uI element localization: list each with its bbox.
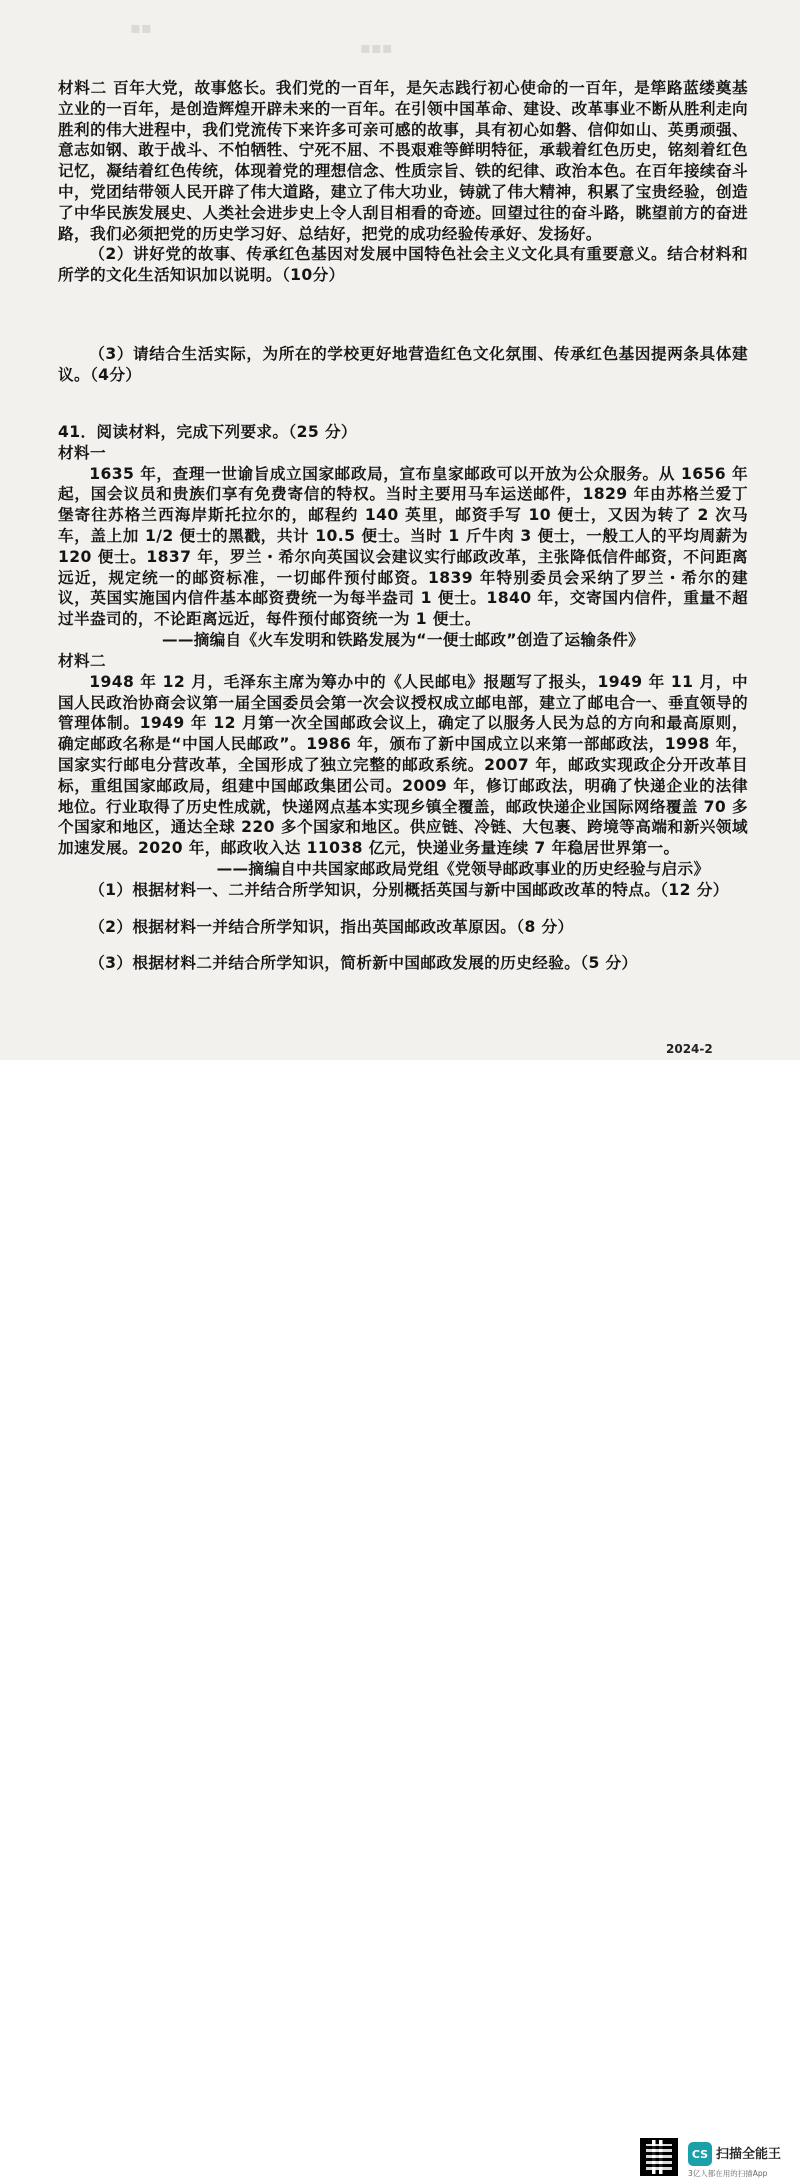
scanner-footer bbox=[0, 1060, 800, 2178]
scanner-app-slogan: 3亿人都在用的扫描App bbox=[688, 2169, 768, 2178]
answer-space bbox=[58, 286, 748, 344]
material2-intro-paragraph bbox=[58, 78, 748, 244]
page-number: 2024-2 bbox=[666, 1042, 713, 1056]
document-content bbox=[58, 78, 748, 974]
answer-space bbox=[58, 937, 748, 953]
answer-space bbox=[58, 901, 748, 917]
question-41-3: （3）根据材料二并结合所学知识，简析新中国邮政发展的历史经验。（5 分） bbox=[89, 954, 638, 973]
material2-source: ——摘编自中共国家邮政局党组《党领导邮政事业的历史经验与启示》 bbox=[216, 859, 710, 878]
material1-source: ——摘编自《火车发明和铁路发展为“一便士邮政”创造了运输条件》 bbox=[161, 630, 645, 649]
question-40-3: （3）请结合生活实际，为所在的学校更好地营造红色文化氛围、传承红色基因提两条具体建议。（4分） bbox=[58, 344, 748, 384]
answer-space bbox=[58, 386, 748, 422]
material1-text: 1635 年，查理一世谕旨成立国家邮政局，宣布皇家邮政可以开放为公众服务。从 1656 年起，国会议员和贵族们享有免费寄信的特权。当时主要用马车运送邮件，1829 年由苏格兰爱丁堡寄往苏格兰西海岸斯托拉尔的，邮程约 140 英里，邮资手写 10 便士，又因为转了 2 次马车，盖上加 1/2 便士的黑戳，共计 10.5 便士。当时 1 斤牛肉 3 便士，一般工人的平均周薪为 120 便士。1837 年，罗兰・希尔向英国议会建议实行邮政改革，主张降低信件邮资，不问距离远近，规定统一的邮资标准，一切邮件预付邮资。1839 年特别委员会采纳了罗兰・希尔的建议，英国实施国内信件基本邮资费统一为每半盎司 1 便士。1840 年，交寄国内信件，重量不超过半盎司的，不论距离远近，每件预付邮资统一为 1 便士。 bbox=[58, 464, 748, 629]
scanner-app-name: 扫描全能王 bbox=[716, 2147, 782, 2162]
question-41-2: （2）根据材料一并结合所学知识，指出英国邮政改革原因。（8 分） bbox=[89, 917, 574, 936]
question-40-2: （2）讲好党的故事、传承红色基因对发展中国特色社会主义文化具有重要意义。结合材料和所学的文化生活知识加以说明。（10分） bbox=[58, 245, 748, 285]
qr-code-icon[interactable] bbox=[640, 2138, 678, 2176]
question-41-heading: 41．阅读材料，完成下列要求。（25 分） bbox=[58, 422, 357, 441]
camscanner-logo-icon: CS bbox=[688, 2142, 712, 2166]
material2-intro-label: 材料二 bbox=[58, 79, 107, 97]
bleed-through-text: ▪▪ bbox=[130, 18, 152, 37]
material2-label: 材料二 bbox=[58, 651, 106, 670]
bleed-through-text: ▪▪▪ bbox=[360, 38, 393, 57]
material2-text: 1948 年 12 月，毛泽东主席为筹办中的《人民邮电》报题写了报头，1949 年 11 月，中国人民政治协商会议第一届全国委员会第一次会议授权成立邮电部，建立了邮电合一、垂直领导的管理体制。1949 年 12 月第一次全国邮政会议上，确定了以服务人民为总的方向和最高原则，确定邮政名称是“中国人民邮政”。1986 年，颁布了新中国成立以来第一部邮政法，1998 年，国家实行邮电分营改革，全国形成了独立完整的邮政系统。2007 年，邮政实现政企分开改革目标，重组国家邮政局，组建中国邮政集团公司。2009 年，修订邮政法，明确了快递企业的法律地位。行业取得了历史性成就，快递网点基本实现乡镇全覆盖，邮政快递企业国际网络覆盖 70 多个国家和地区，通达全球 220 多个国家和地区。供应链、冷链、大包裹、跨境等高端和新兴领域加速发展。2020 年，邮政收入达 11038 亿元，快递业务量连续 7 年稳居世界第一。 bbox=[58, 672, 748, 858]
material1-label: 材料一 bbox=[58, 443, 106, 462]
question-41-1: （1）根据材料一、二并结合所学知识，分别概括英国与新中国邮政改革的特点。（12 分） bbox=[89, 880, 729, 899]
material2-intro-text: 百年大党，故事悠长。我们党的一百年，是矢志践行初心使命的一百年，是筚路蓝缕奠基立业的一百年，是创造辉煌开辟未来的一百年。在引领中国革命、建设、改革事业不断从胜利走向胜利的伟大进程中，我们党流传下来许多可亲可感的故事，具有初心如磐、信仰如山、英勇顽强、意志如钢、敢于战斗、不怕牺牲、宁死不屈、不畏艰难等鲜明特征，承载着红色历史，铭刻着红色记忆，凝结着红色传统，体现着党的理想信念、性质宗旨、铁的纪律、政治本色。在百年接续奋斗中，党团结带领人民开辟了伟大道路，建立了伟大功业，铸就了伟大精神，积累了宝贵经验，创造了中华民族发展史、人类社会进步史上令人刮目相看的奇迹。回望过往的奋斗路，眺望前方的奋进路，我们必须把党的历史学习好、总结好，把党的成功经验传承好、发扬好。 bbox=[58, 79, 748, 243]
document-page bbox=[0, 0, 800, 1060]
